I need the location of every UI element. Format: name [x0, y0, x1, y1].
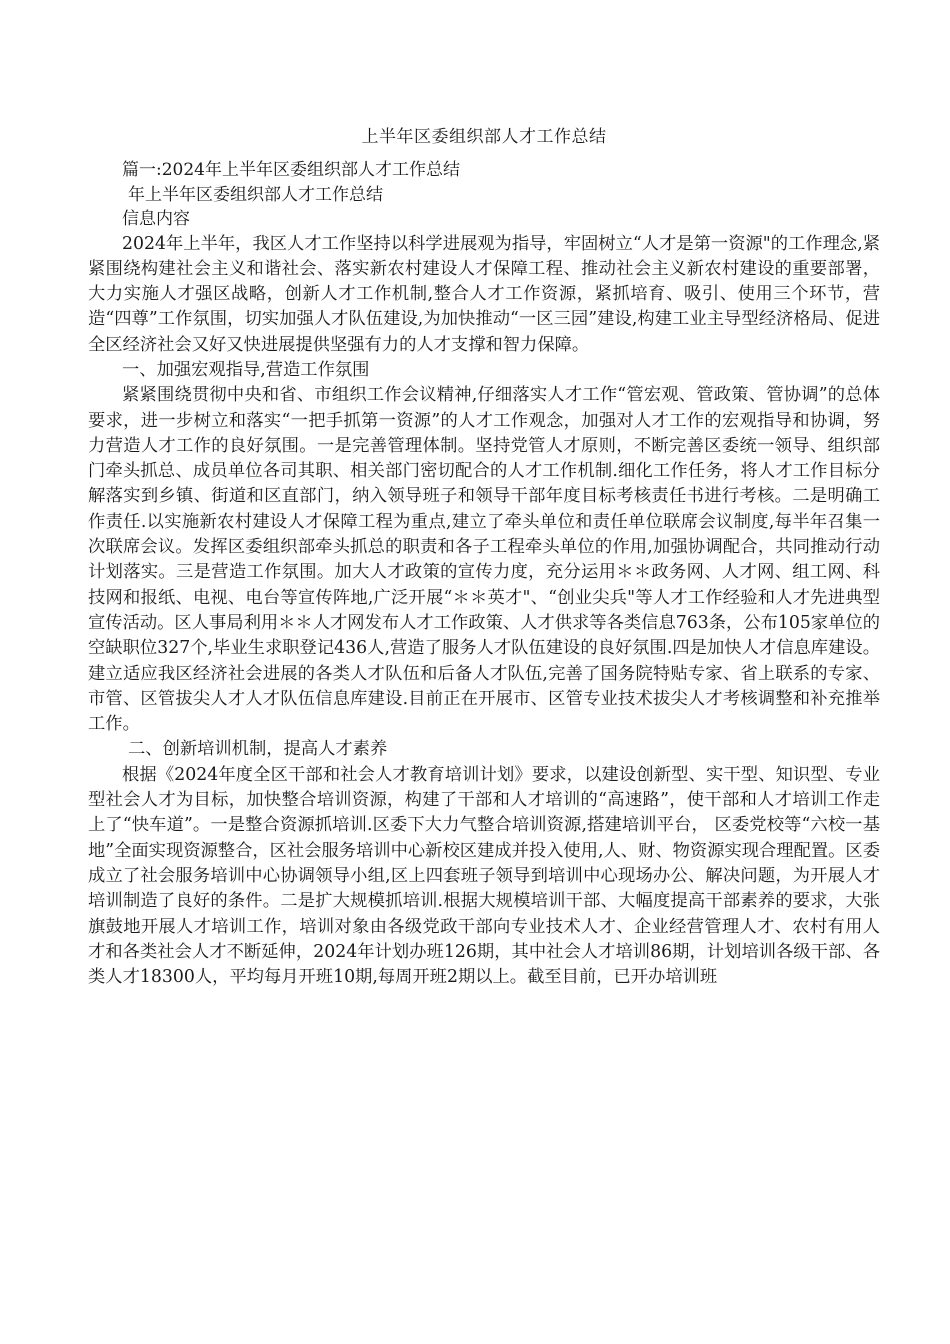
article-heading: 篇一:2024年上半年区委组织部人才工作总结 — [122, 160, 460, 180]
document-title: 上半年区委组织部人才工作总结 — [361, 127, 607, 147]
intro-paragraph: 2024年上半年，我区人才工作坚持以科学进展观为指导，牢固树立“人才是第一资源"的工作理念,紧紧围绕构建社会主义和谐社会、落实新农村建设人才保障工程、推动社会主义新农村建设的重要部署，大力实施人才强区战略，创新人才工作机制,整合人才工作资源，紧抓培育、吸引、使用三个环节，营造“四尊”工作氛围，切实加强人才队伍建设,为加快推动“一区三园”建设,构建工业主导型经济格局、促进全区经济社会又好又快进展提供坚强有力的人才支撑和智力保障。 — [88, 233, 880, 355]
section-heading-1: 一、加强宏观指导,营造工作氛围 — [122, 359, 370, 380]
info-label: 信息内容 — [122, 209, 190, 229]
article-subheading: 年上半年区委组织部人才工作总结 — [128, 184, 383, 205]
document-page — [88, 120, 880, 990]
section-body-1: 紧紧围绕贯彻中央和省、市组织工作会议精神,仔细落实人才工作“管宏观、管政策、管协调”的总体要求，进一步树立和落实“一把手抓第一资源”的人才工作观念，加强对人才工作的宏观指导和协调，努力营造人才工作的良好氛围。一是完善管理体制。坚持党管人才原则，不断完善区委统一领导、组织部门牵头抓总、成员单位各司其职、相关部门密切配合的人才工作机制.细化工作任务，将人才工作目标分解落实到乡镇、街道和区直部门，纳入领导班子和领导干部年度目标考核责任书进行考核。二是明确工作责任.以实施新农村建设人才保障工程为重点,建立了牵头单位和责任单位联席会议制度,每半年召集一次联席会议。发挥区委组织部牵头抓总的职责和各子工程牵头单位的作用,加强协调配合，共同推动行动计划落实。三是营造工作氛围。加大人才政策的宣传力度，充分运用＊＊政务网、人才网、组工网、科技网和报纸、电视、电台等宣传阵地,广泛开展“＊＊英才"、“创业尖兵"等人才工作经验和人才先进典型宣传活动。区人事局利用＊＊人才网发布人才工作政策、人才供求等各类信息763条，公布105家单位的空缺职位327个,毕业生求职登记436人,营造了服务人才队伍建设的良好氛围.四是加快人才信息库建设。建立适应我区经济社会进展的各类人才队伍和后备人才队伍,完善了国务院特贴专家、省上联系的专家、市管、区管拔尖人才人才队伍信息库建设.目前正在开展市、区管专业技术拔尖人才考核调整和补充推举工作。 — [88, 385, 880, 735]
section-body-2: 根据《2024年度全区干部和社会人才教育培训计划》要求，以建设创新型、实干型、知识型、专业型社会人才为目标，加快整合培训资源，构建了干部和人才培训的“高速路”，使干部和人才培训工作走上了“快车道”。一是整合资源抓培训.区委下大力气整合培训资源,搭建培训平台， 区委党校等“六校一基地”全面实现资源整合，区社会服务培训中心新校区建成并投入使用,人、财、物资源实现合理配置。区委成立了社会服务培训中心协调领导小组,区上四套班子领导到培训中心现场办公、解决问题，为开展人才培训制造了良好的条件。二是扩大规模抓培训.根据大规模培训干部、大幅度提高干部素养的要求，大张旗鼓地开展人才培训工作，培训对象由各级党政干部向专业技术人才、企业经营管理人才、农村有用人才和各类社会人才不断延伸，2024年计划办班126期，其中社会人才培训86期，计划培训各级干部、各类人才18300人，平均每月开班10期,每周开班2期以上。截至目前，已开办培训班 — [88, 764, 880, 988]
section-heading-2: 二、创新培训机制，提高人才素养 — [128, 739, 388, 760]
